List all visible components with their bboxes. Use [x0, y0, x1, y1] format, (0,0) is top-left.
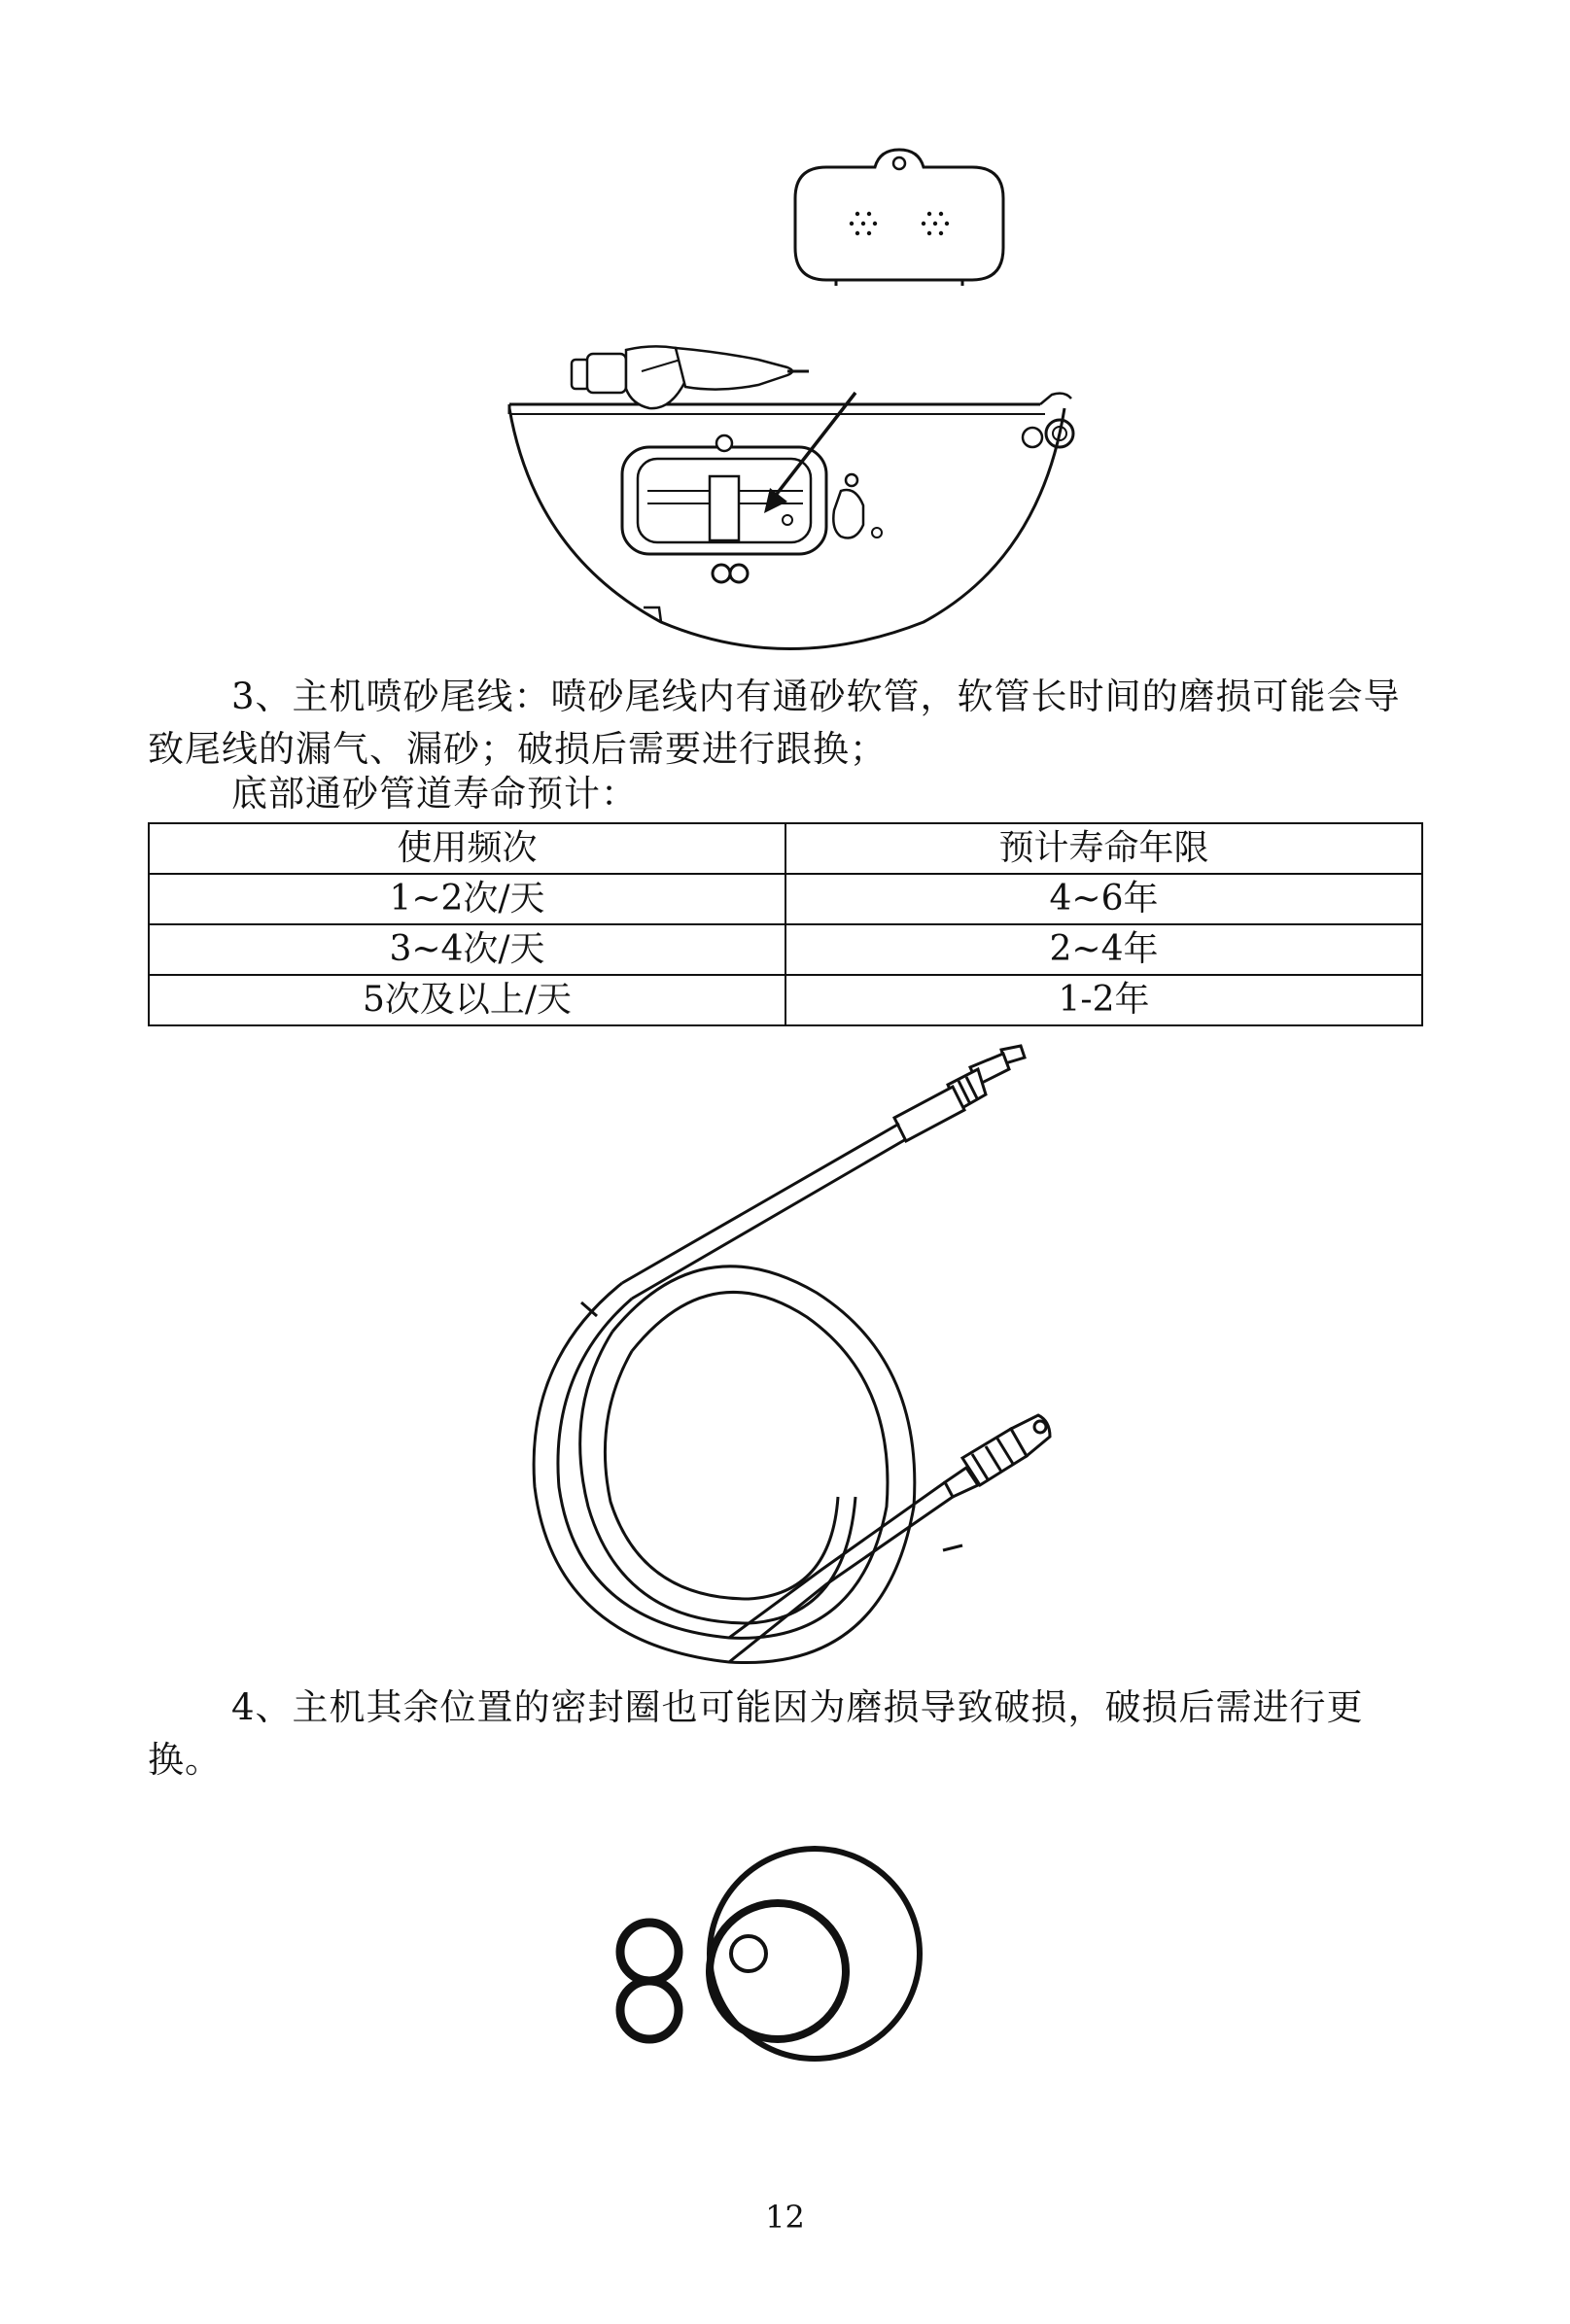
table-row [149, 874, 1422, 924]
cell-frequency: 3~4次/天 [149, 924, 785, 975]
cell-frequency: 5次及以上/天 [149, 975, 785, 1025]
table-header-row [149, 823, 1422, 874]
table-caption: 底部通砂管道寿命预计： [231, 773, 638, 815]
header-frequency: 使用频次 [149, 823, 785, 874]
cell-frequency: 1~2次/天 [149, 874, 785, 924]
sandblast-hose-illustration [506, 1040, 1089, 1672]
header-lifespan: 预计寿命年限 [785, 823, 1422, 874]
cell-lifespan: 1-2年 [785, 975, 1422, 1025]
seal-rings-illustration [603, 1837, 953, 2070]
lifespan-table [148, 822, 1423, 1026]
table-row [149, 924, 1422, 975]
table-row [149, 975, 1422, 1025]
device-bottom-view-illustration [496, 330, 1099, 680]
page-number: 12 [765, 2199, 805, 2236]
section3-paragraph: 3、主机喷砂尾线：喷砂尾线内有通砂软管，软管长时间的磨损可能会导致尾线的漏气、漏砂；破损后需要进行跟换； [148, 676, 1401, 770]
section4-paragraph: 4、主机其余位置的密封圈也可能因为磨损导致破损，破损后需进行更换。 [148, 1686, 1364, 1781]
device-cover-illustration [787, 146, 1011, 292]
cell-lifespan: 2~4年 [785, 924, 1422, 975]
cell-lifespan: 4~6年 [785, 874, 1422, 924]
